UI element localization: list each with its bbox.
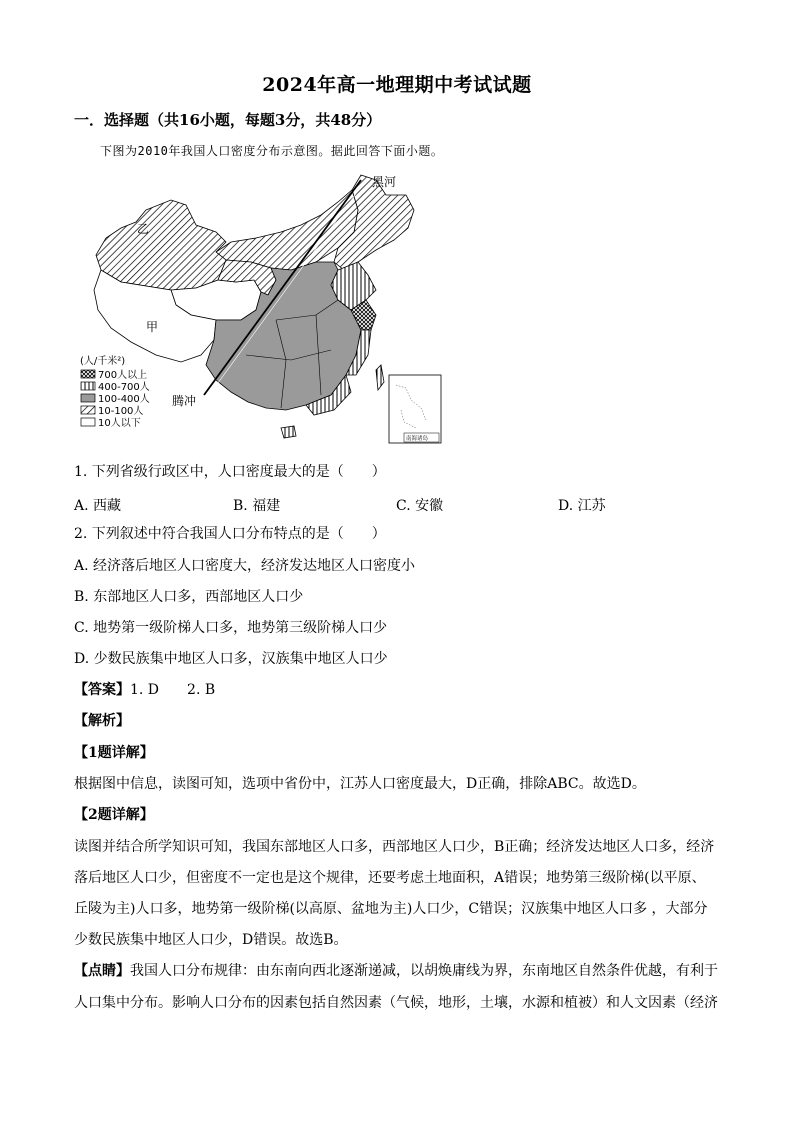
section-heading: 一．选择题（共16小题，每题3分，共48分） xyxy=(74,111,382,129)
population-density-map xyxy=(76,170,451,445)
page-title: 2024年高一地理期中考试试题 xyxy=(262,74,532,96)
hainan-island xyxy=(281,426,296,438)
detail-1-text: 根据图中信息，读图可知，选项中省份中，江苏人口密度最大，D正确，排除ABC。故选D。 xyxy=(74,776,646,792)
legend-item-4: 10-100人 xyxy=(98,406,144,417)
q2-option-c[interactable]: C. 地势第一级阶梯人口多，地势第三级阶梯人口少 xyxy=(74,620,388,636)
map-legend xyxy=(80,354,150,429)
detail-2-line-1: 读图并结合所学知识可知，我国东部地区人口多，西部地区人口少，B正确；经济发达地区人口多，经济 xyxy=(74,839,715,855)
legend-item-1: 700人以上 xyxy=(98,370,148,381)
question-2-stem: 2. 下列叙述中符合我国人口分布特点的是（ ） xyxy=(74,526,386,542)
tip-label: 【点睛】 xyxy=(74,963,130,979)
label-tengchong: 腾冲 xyxy=(172,394,197,408)
inset-label: 南海诸岛 xyxy=(406,436,429,442)
detail-2-heading: 【2题详解】 xyxy=(74,807,154,823)
map-intro: 下图为2010年我国人口密度分布示意图。据此回答下面小题。 xyxy=(100,144,444,158)
legend-item-3: 100-400人 xyxy=(98,394,150,405)
detail-1-heading: 【1题详解】 xyxy=(74,745,154,761)
q1-option-a[interactable]: A. 西藏 xyxy=(74,498,122,514)
detail-2-line-2: 落后地区人口少，但密度不一定也是这个规律，还要考虑土地面积，A错误；地势第三级阶梯(以平原、 xyxy=(74,870,706,886)
answer-value: 1. D 2. B xyxy=(130,682,216,698)
q2-option-a[interactable]: A. 经济落后地区人口密度大，经济发达地区人口密度小 xyxy=(74,558,416,574)
legend-item-5: 10人以下 xyxy=(98,418,141,429)
tip-line-1 xyxy=(74,962,718,980)
label-yi: 乙 xyxy=(137,222,150,236)
q1-option-d[interactable]: D. 江苏 xyxy=(558,498,606,514)
tip-line-2: 人口集中分布。影响人口分布的因素包括自然因素（气候，地形，土壤，水源和植被）和人文因素（经济 xyxy=(74,995,718,1011)
answer-label: 【答案】 xyxy=(74,682,130,698)
q1-option-b[interactable]: B. 福建 xyxy=(233,498,281,514)
detail-2-line-4: 少数民族集中地区人口少，D错误。故选B。 xyxy=(74,932,348,948)
question-1-stem: 1. 下列省级行政区中，人口密度最大的是（ ） xyxy=(74,464,386,480)
xinjiang-region xyxy=(96,200,226,290)
q2-option-b[interactable]: B. 东部地区人口多，西部地区人口少 xyxy=(74,589,304,605)
taiwan-island xyxy=(376,365,384,390)
legend-unit: (人/千米²) xyxy=(80,356,126,367)
analysis-heading: 【解析】 xyxy=(74,713,130,729)
detail-2-line-3: 丘陵为主)人口多，地势第一级阶梯(以高原、盆地为主)人口少，C错误；汉族集中地区人口多 ，大部分 xyxy=(74,901,708,917)
q1-option-c[interactable]: C. 安徽 xyxy=(396,498,444,514)
label-heihe: 黑河 xyxy=(372,175,397,189)
q2-option-d[interactable]: D. 少数民族集中地区人口多，汉族集中地区人口少 xyxy=(74,651,388,667)
tip-text-1: 我国人口分布规律：由东南向西北逐渐递减，以胡焕庸线为界，东南地区自然条件优越，有利于 xyxy=(130,963,718,979)
answer-row xyxy=(74,681,215,699)
label-jia: 甲 xyxy=(146,320,159,334)
legend-item-2: 400-700人 xyxy=(98,382,150,393)
